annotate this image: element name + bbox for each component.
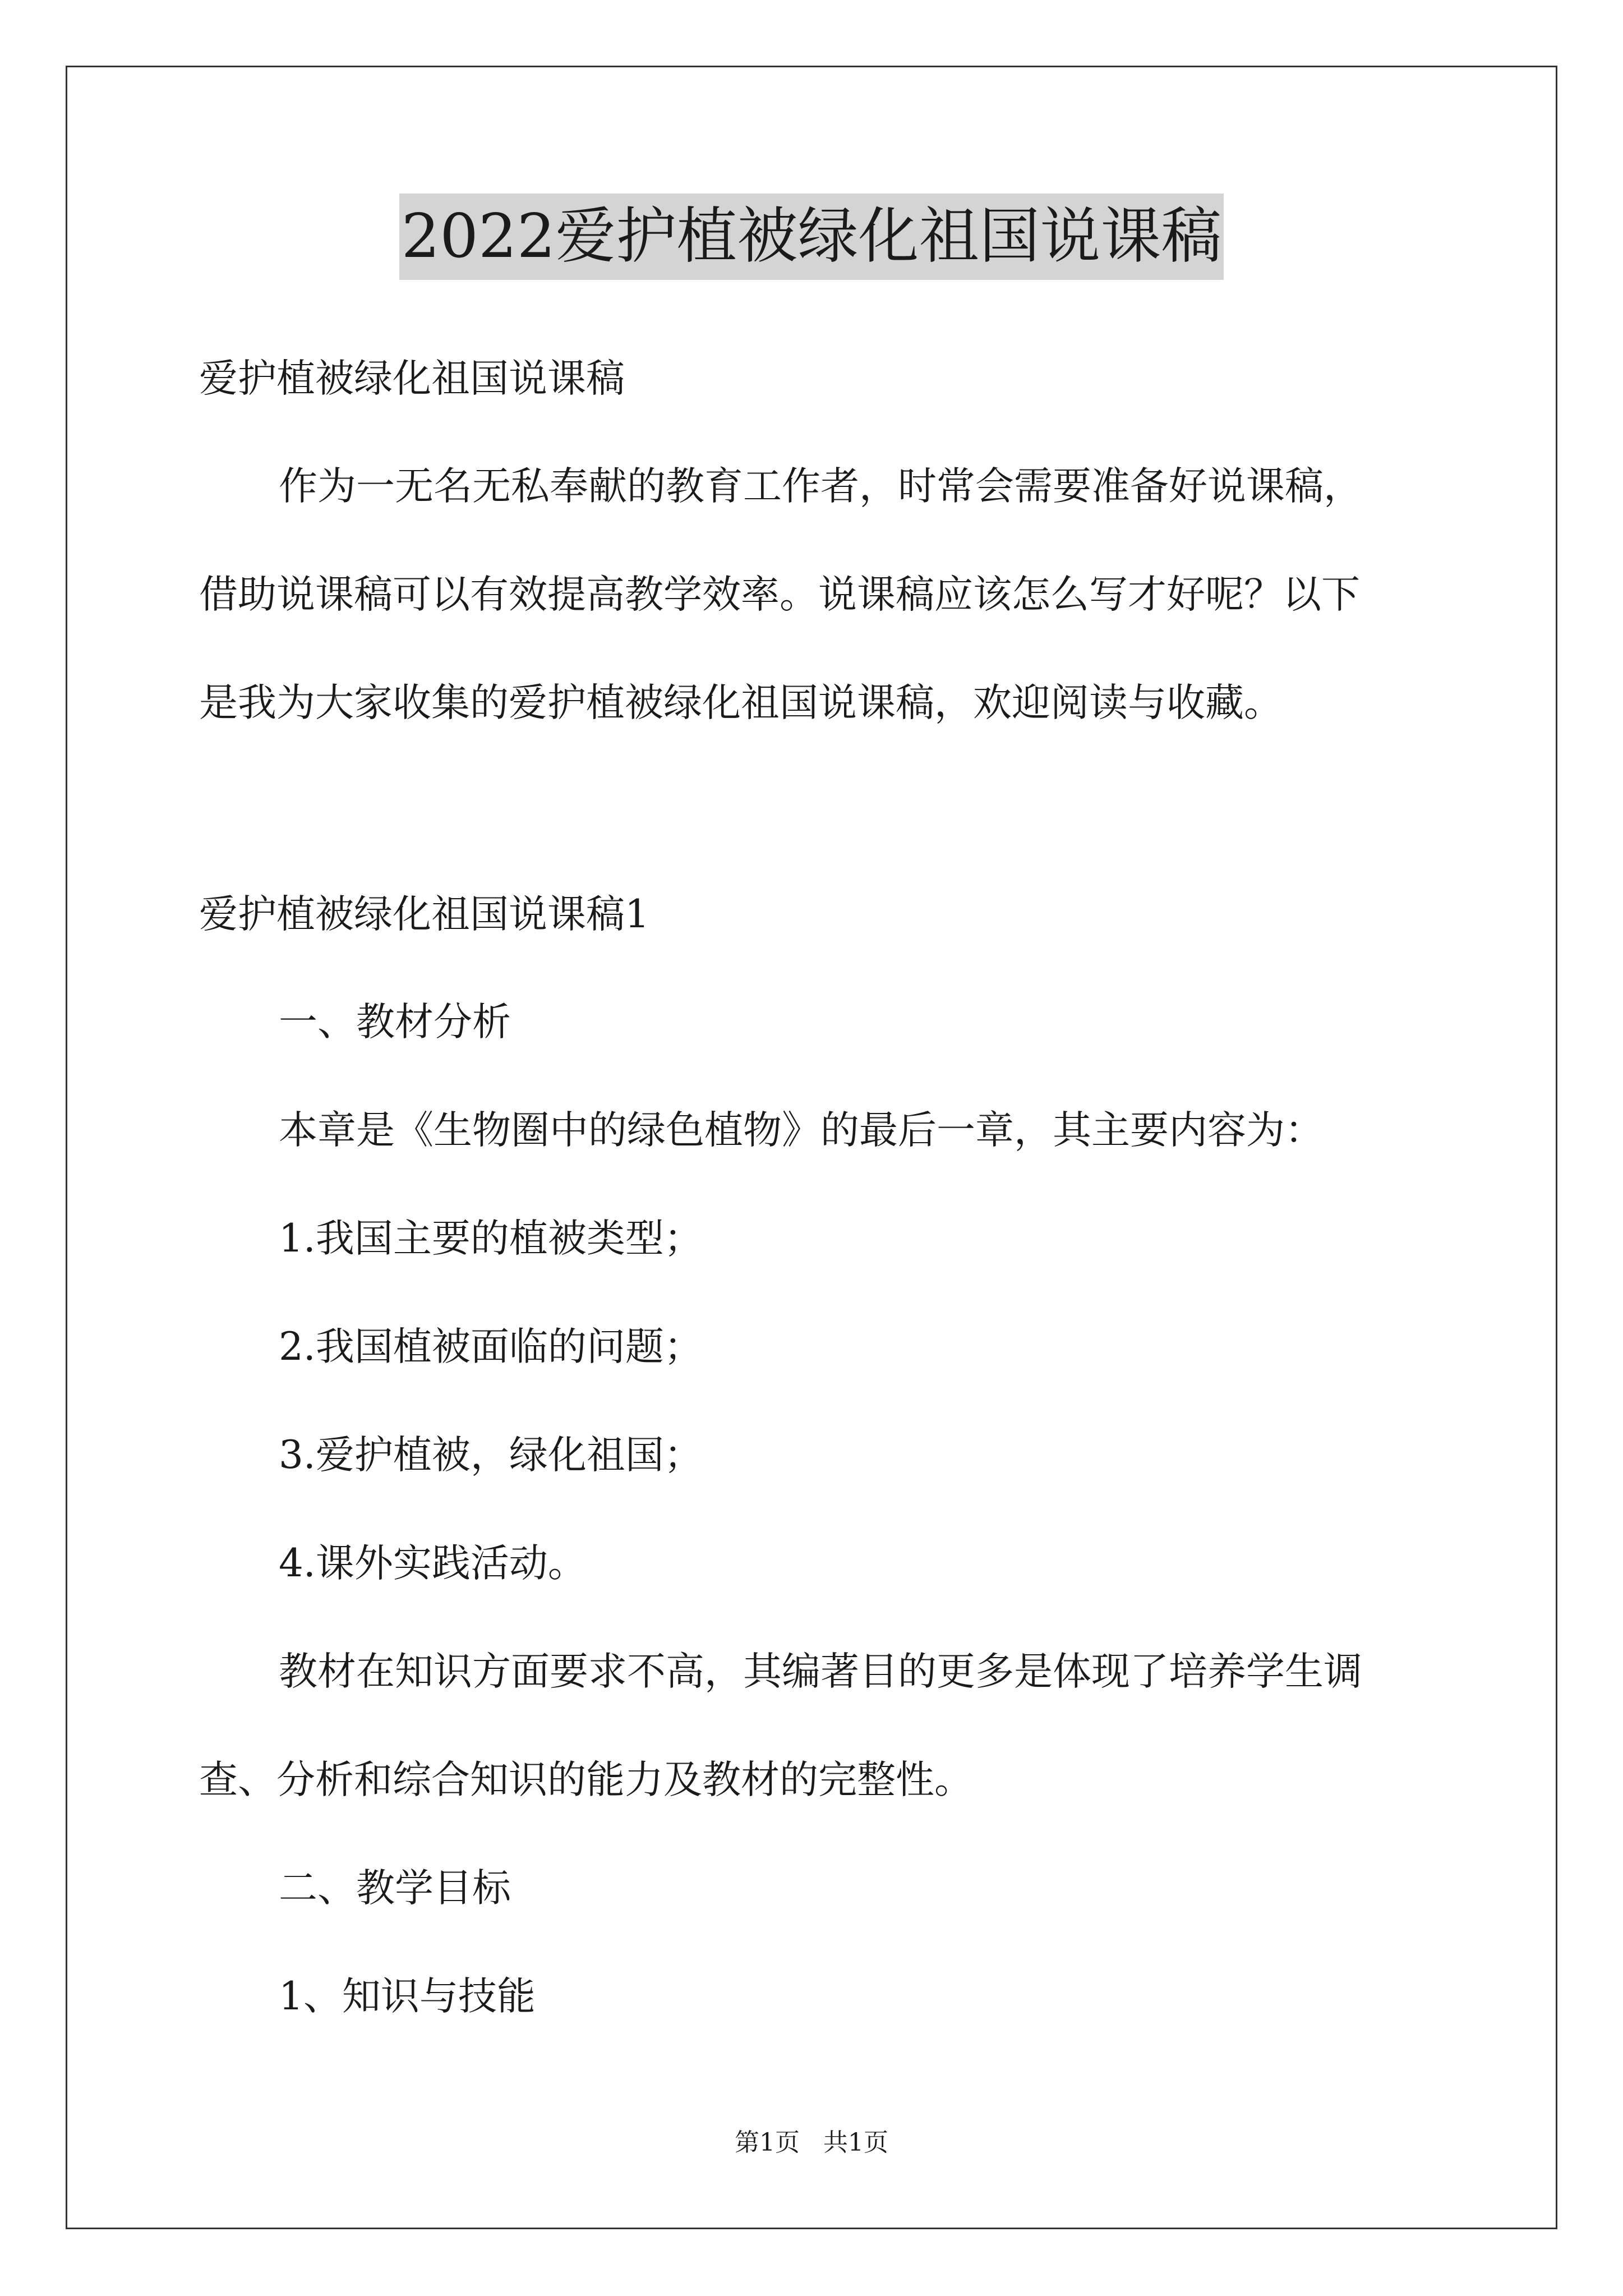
- intro-line-1: 作为一无名无私奉献的教育工作者，时常会需要准备好说课稿，: [279, 464, 1362, 509]
- heading-teaching-goals: 二、教学目标: [279, 1866, 511, 1911]
- list-item: 4.课外实践活动。: [279, 1541, 587, 1586]
- document-subtitle: 爱护植被绿化祖国说课稿: [199, 356, 625, 401]
- list-item: 3.爱护植被，绿化祖国；: [279, 1433, 703, 1478]
- paragraph-requirements-line-2: 查、分析和综合知识的能力及教材的完整性。: [199, 1757, 973, 1802]
- intro-line-3: 是我为大家收集的爱护植被绿化祖国说课稿，欢迎阅读与收藏。: [199, 680, 1283, 725]
- paragraph-chapter-content: 本章是《生物圈中的绿色植物》的最后一章，其主要内容为：: [279, 1108, 1324, 1153]
- title-container: [0, 194, 1623, 280]
- list-item: 2.我国植被面临的问题；: [279, 1324, 703, 1369]
- subheading-knowledge-skills: 1、知识与技能: [279, 1974, 536, 2019]
- section-title: 爱护植被绿化祖国说课稿1: [199, 892, 649, 937]
- list-item: 1.我国主要的植被类型；: [279, 1216, 703, 1261]
- document-title: 2022爱护植被绿化祖国说课稿: [399, 194, 1224, 280]
- intro-line-2: 借助说课稿可以有效提高教学效率。说课稿应该怎么写才好呢？以下: [199, 572, 1360, 617]
- paragraph-requirements-line-1: 教材在知识方面要求不高，其编著目的更多是体现了培养学生调: [279, 1649, 1362, 1694]
- page-footer: 第1页 共1页: [735, 2128, 888, 2157]
- heading-textbook-analysis: 一、教材分析: [279, 1000, 511, 1045]
